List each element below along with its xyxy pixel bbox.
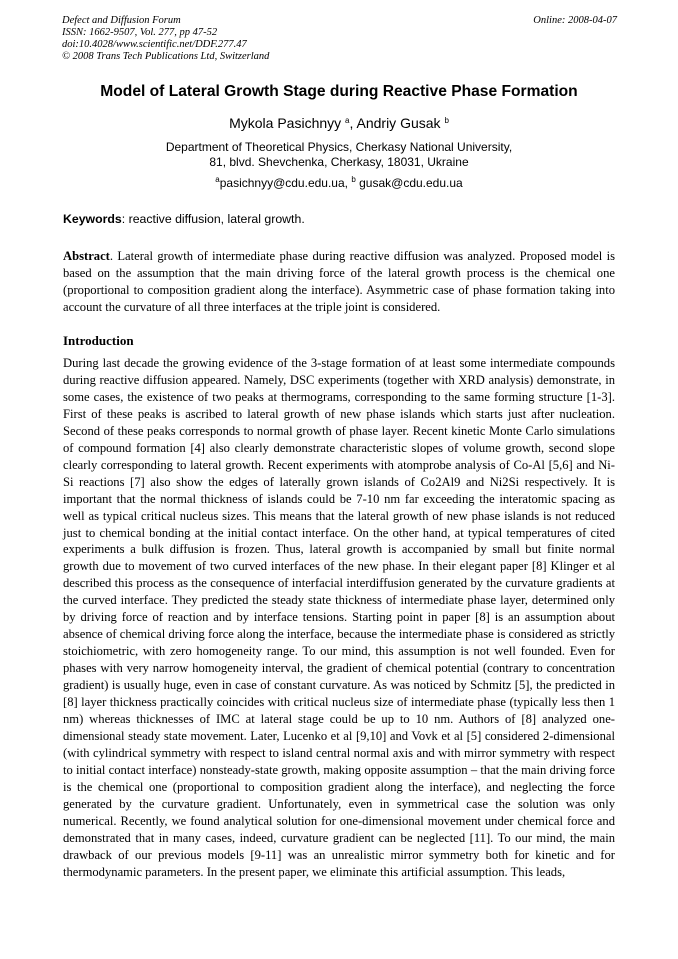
keywords (63, 212, 615, 227)
author-affil-mark: b (444, 116, 449, 125)
email-link[interactable]: pasichnyy@cdu.edu.ua (219, 176, 345, 190)
abstract (63, 248, 615, 316)
email-mark: a (215, 175, 220, 184)
author-name: Mykola Pasichnyy (229, 115, 342, 131)
paper-title: Model of Lateral Growth Stage during Reactive Phase Formation (100, 83, 578, 100)
author-list (0, 114, 678, 132)
online-date: Online: 2008-04-07 (533, 15, 617, 26)
email-mark: b (351, 175, 356, 184)
author-emails (0, 176, 678, 191)
introduction-paragraph: During last decade the growing evidence of the 3-stage formation of at least some intermediate compounds during reactive diffusion appeared. Namely, DSC experiments (together with XRD analysis) demonstrate, in some cases, the existence of two peaks at thermograms, corresponding to the same forming structure [1-3]. First of these peaks is ascribed to lateral growth of new phase islands which starts just after nucleation. Second of these peaks corresponds to normal growth of phase layer. Recent kinetic Monte Carlo simulations of compound formation [4] also clearly demonstrate characteristic slopes of volume growth, second slope clearly corresponding to lateral growth. Recent experiments with atomprobe analysis of Co-Al [5,6] and Ni-Si reactions [7] also show the edges of laterally grown islands of Co2Al9 and Ni2Si respectively. It is important that the normal thickness of islands could be 7-10 nm far exceeding the interatomic spacing as well as typical critical nucleus sizes. This means that the lateral growth of new phase islands is not reduced just to chemical bonding at the initial contact interface. On the other hand, at typical temperatures of cited experiments a bulk diffusion is frozen. Thus, lateral growth is accompanied by small but finite normal growth due to movement of two curved interfaces of the new phase. In their elegant paper [8] Klinger et al described this process as the consequence of interfacial interdiffusion generated by the curvature gradients at the curved interface. They predicted the steady state thickness of intermediate phase layer, determined only by driving force of reaction and by interface tensions. Starting point in paper [8] is an assumption about absence of chemical driving force along the interface, because the intermediate phase is considered as strictly stoichiometric, with zero homogeneity range. To our mind, this assumption is not well founded. Even for phases with very narrow homogeneity interval, the gradient of chemical potential (contrary to concentration gradient) is usually huge, even in case of constant curvature. As was noticed by Schmitz [5], the predicted in [8] layer thickness practically coincides with critical nucleus size of intermediate phase (typically less then 1 nm) whereas thicknesses of IMC at lateral stage could be up to 10 nm. Authors of [8] analyzed one-dimensional steady state movement. Later, Lucenko et al [9,10] and Vovk et al [5] considered 2-dimensional (with cylindrical symmetry with respect to island central normal axis and with mirror symmetry with respect to initial contact interface) nonsteady-state growth, making opposite assumption – that the main driving force is the chemical one (proportional to composition gradient along the interface), and neglecting the force generated by the curvature gradient. Unfortunately, even in symmetrical case the solution was only numerical. Recently, we found analytical solution for one-dimensional movement under chemical force and demonstrated that in many cases, indeed, curvature gradient can be neglected [11]. To our mind, the main drawback of our previous models [9-11] was an unrealistic mirror symmetry both for kinetic and for thermodynamic parameters. In the present paper, we eliminate this artificial assumption. This leads, (63, 356, 615, 879)
email-separator: , (344, 176, 352, 190)
journal-copyright: © 2008 Trans Tech Publications Ltd, Switzerland (62, 51, 270, 62)
journal-doi: doi:10.4028/www.scientific.net/DDF.277.47 (62, 39, 247, 50)
affiliation-department: Department of Theoretical Physics, Cherkasy National University, (165, 140, 513, 154)
journal-header (62, 15, 617, 63)
author-name: Andriy Gusak (356, 115, 441, 131)
affiliation (0, 140, 678, 170)
keywords-text: : reactive diffusion, lateral growth. (121, 212, 305, 226)
affiliation-address: 81, blvd. Shevchenka, Cherkasy, 18031, Ukraine (209, 155, 469, 169)
author-separator: , (349, 115, 357, 131)
abstract-text: . Lateral growth of intermediate phase during reactive diffusion was analyzed. Proposed model is based on the assumption that the main driving force of the lateral growth process is the chemical one (proportional to composition gradient along the interface). Asymmetric case of phase formation taking into account the curvature of all three interfaces at the triple joint is considered. (63, 249, 615, 314)
journal-name: Defect and Diffusion Forum (62, 15, 181, 26)
keywords-label: Keywords (63, 212, 122, 226)
email-link[interactable]: gusak@cdu.edu.ua (359, 176, 463, 190)
abstract-label: Abstract (63, 249, 110, 263)
journal-issn: ISSN: 1662-9507, Vol. 277, pp 47-52 (62, 27, 218, 38)
section-heading: Introduction (63, 333, 134, 348)
author-affil-mark: a (345, 116, 350, 125)
